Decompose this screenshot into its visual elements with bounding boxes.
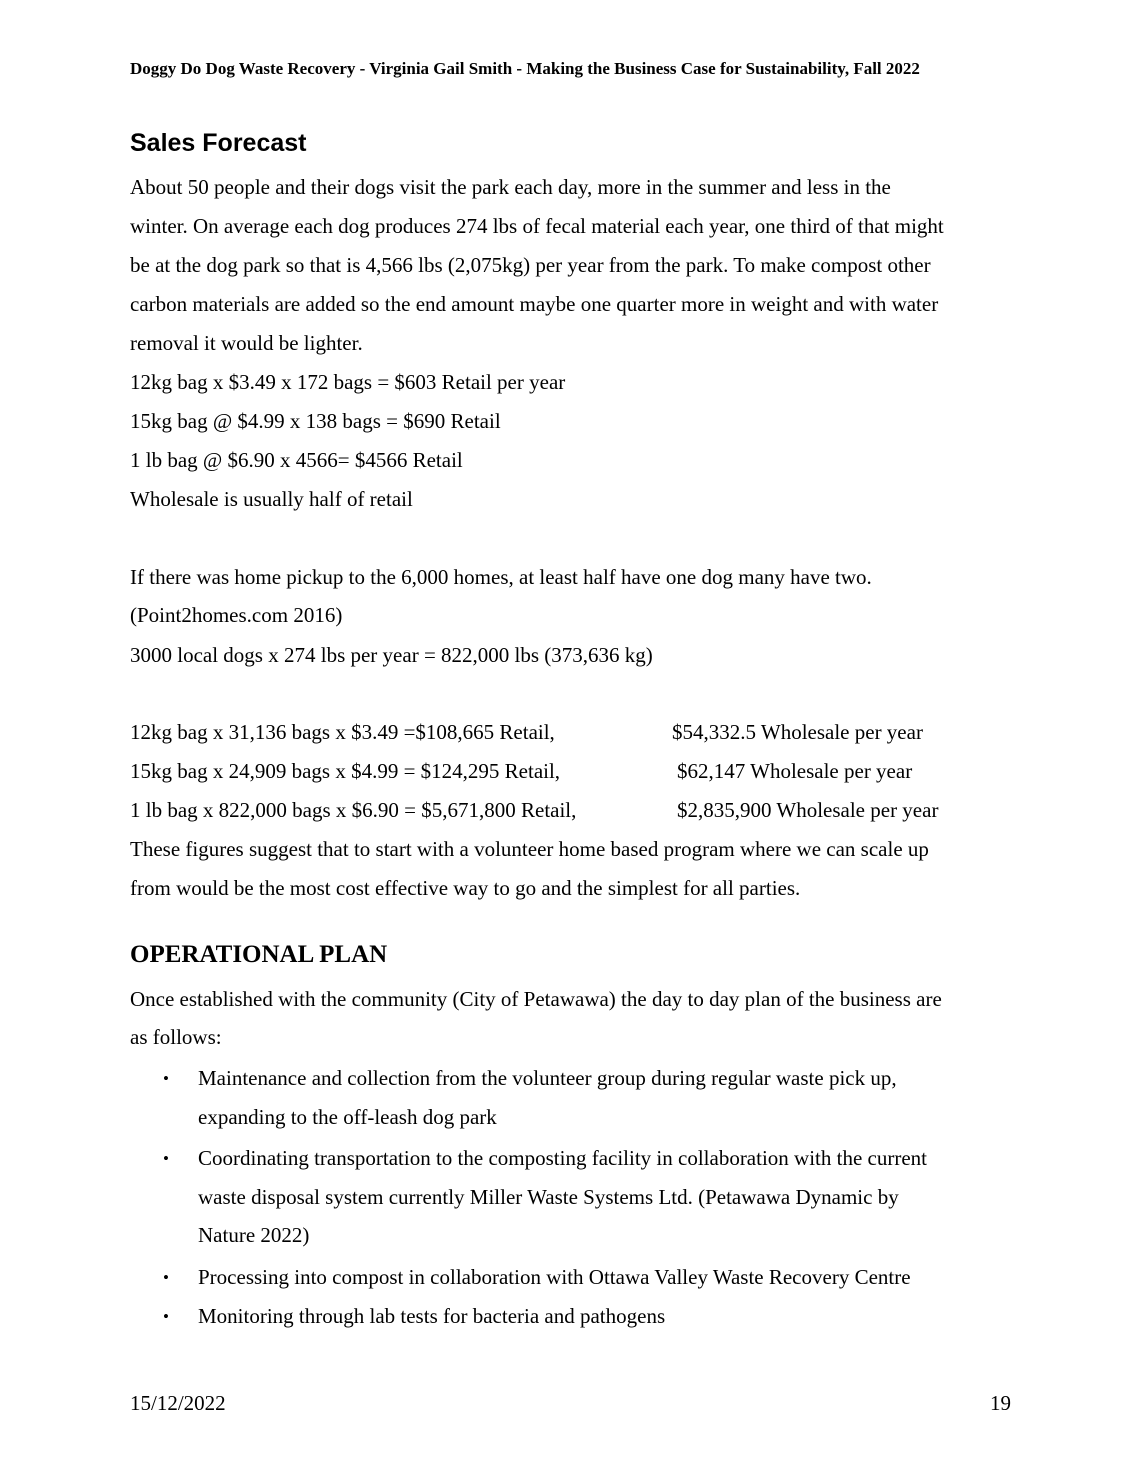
bullet-icon: • <box>163 1149 169 1168</box>
bullet-item-line: Coordinating transportation to the composting facility in collaboration with the current <box>198 1146 928 1170</box>
home-pickup-line: (Point2homes.com 2016) <box>130 603 343 627</box>
park-calc-line: Wholesale is usually half of retail <box>130 487 413 511</box>
section-title-operational-plan: OPERATIONAL PLAN <box>130 941 388 968</box>
home-pickup-line: If there was home pickup to the 6,000 homes, at least half have one dog many have two. <box>130 565 872 589</box>
home-calc-wholesale: $62,147 Wholesale per year <box>677 759 913 783</box>
home-calc-wholesale: $54,332.5 Wholesale per year <box>672 720 923 744</box>
home-calc-wholesale: $2,835,900 Wholesale per year <box>677 798 939 822</box>
bullet-item-line: Maintenance and collection from the volunteer group during regular waste pick up, <box>198 1066 897 1090</box>
bullet-item-line: waste disposal system currently Miller Waste Systems Ltd. (Petawawa Dynamic by <box>198 1185 899 1209</box>
sales-intro-line: About 50 people and their dogs visit the park each day, more in the summer and less in the <box>130 175 891 199</box>
page-number: 19 <box>990 1391 1011 1415</box>
sales-intro-line: carbon materials are added so the end amount maybe one quarter more in weight and with water <box>130 292 939 316</box>
operational-intro-line: Once established with the community (City of Petawawa) the day to day plan of the business are <box>130 987 942 1011</box>
conclusion-line: These figures suggest that to start with a volunteer home based program where we can scale up <box>130 837 929 861</box>
park-calc-line: 15kg bag @ $4.99 x 138 bags = $690 Retail <box>130 409 501 433</box>
bullet-item-line: Processing into compost in collaboration with Ottawa Valley Waste Recovery Centre <box>198 1265 911 1289</box>
home-pickup-line: 3000 local dogs x 274 lbs per year = 822,000 lbs (373,636 kg) <box>130 643 653 667</box>
bullet-item-line: Monitoring through lab tests for bacteria and pathogens <box>198 1304 666 1328</box>
page-header: Doggy Do Dog Waste Recovery - Virginia Gail Smith - Making the Business Case for Sustainability, Fall 2022 <box>130 59 920 78</box>
home-calc-retail: 15kg bag x 24,909 bags x $4.99 = $124,295 Retail, <box>130 759 561 783</box>
bullet-icon: • <box>163 1268 169 1287</box>
home-calc-retail: 1 lb bag x 822,000 bags x $6.90 = $5,671,800 Retail, <box>130 798 577 822</box>
operational-intro-line: as follows: <box>130 1025 222 1049</box>
section-title-sales-forecast: Sales Forecast <box>130 129 307 157</box>
footer-date: 15/12/2022 <box>130 1391 226 1415</box>
home-calc-retail: 12kg bag x 31,136 bags x $3.49 =$108,665 Retail, <box>130 720 555 744</box>
park-calc-line: 1 lb bag @ $6.90 x 4566= $4566 Retail <box>130 448 463 472</box>
sales-intro-line: be at the dog park so that is 4,566 lbs (2,075kg) per year from the park. To make compost other <box>130 253 931 277</box>
bullet-item-line: Nature 2022) <box>198 1223 310 1247</box>
sales-intro-line: removal it would be lighter. <box>130 331 363 355</box>
bullet-icon: • <box>163 1307 169 1326</box>
sales-intro-line: winter. On average each dog produces 274 lbs of fecal material each year, one third of that might <box>130 214 944 238</box>
park-calc-line: 12kg bag x $3.49 x 172 bags = $603 Retail per year <box>130 370 566 394</box>
bullet-item-line: expanding to the off-leash dog park <box>198 1105 497 1129</box>
conclusion-line: from would be the most cost effective way to go and the simplest for all parties. <box>130 876 801 900</box>
bullet-icon: • <box>163 1069 169 1088</box>
